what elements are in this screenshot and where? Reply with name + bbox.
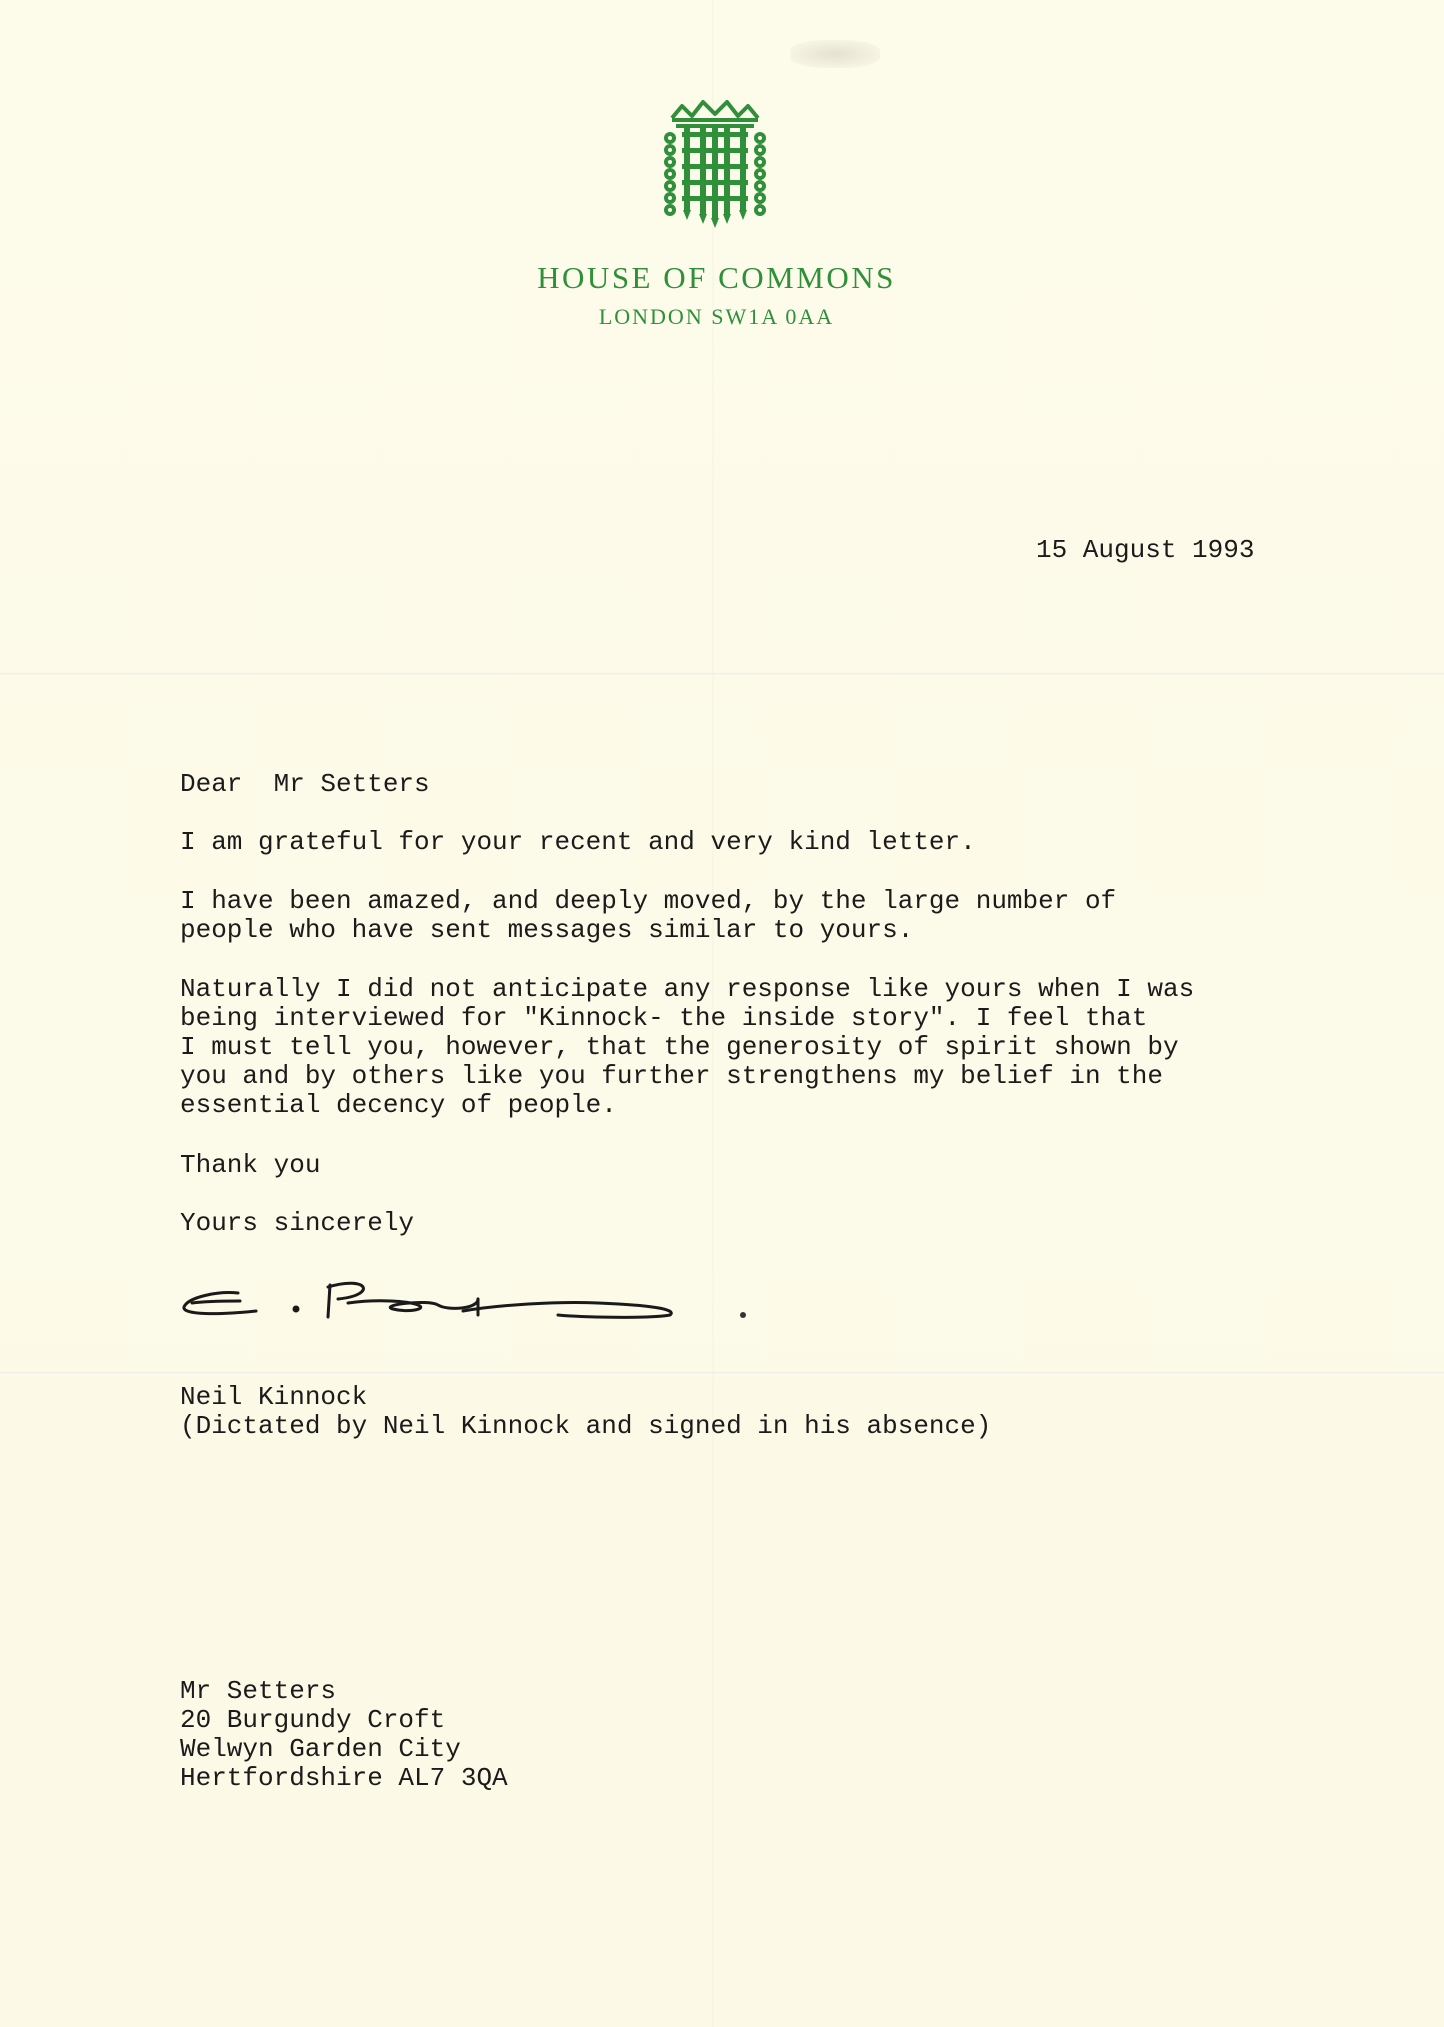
salutation: Dear Mr Setters [180, 769, 430, 799]
signatory-name: Neil Kinnock [180, 1382, 368, 1412]
recipient-line-4: Hertfordshire AL7 3QA [180, 1763, 508, 1793]
portcullis-crest-icon [660, 98, 770, 228]
letterhead-title: HOUSE OF COMMONS [537, 260, 896, 295]
paragraph-3-line-1: Naturally I did not anticipate any response like yours when I was [180, 974, 1195, 1004]
recipient-line-3: Welwyn Garden City [180, 1734, 461, 1764]
paragraph-2-line-1: I have been amazed, and deeply moved, by the large number of [180, 886, 1117, 916]
thank-you: Thank you [180, 1150, 321, 1180]
handwritten-signature [178, 1265, 698, 1327]
paragraph-3-line-3: I must tell you, however, that the generosity of spirit shown by [180, 1032, 1179, 1062]
letterhead-address: LONDON SW1A 0AA [598, 304, 835, 329]
recipient-line-1: Mr Setters [180, 1676, 337, 1706]
paragraph-3-line-5: essential decency of people. [180, 1090, 617, 1120]
letter-date: 15 August 1993 [1036, 535, 1255, 565]
fold-line-upper [0, 673, 1444, 676]
closing: Yours sincerely [180, 1208, 415, 1238]
paragraph-3-line-2: being interviewed for "Kinnock- the inside story". I feel that [180, 1003, 1148, 1033]
paper-smudge [790, 40, 880, 68]
paragraph-2-line-2: people who have sent messages similar to yours. [180, 915, 914, 945]
paragraph-1-line-1: I am grateful for your recent and very kind letter. [180, 827, 976, 857]
signatory-note: (Dictated by Neil Kinnock and signed in his absence) [180, 1411, 992, 1441]
ink-dot [740, 1312, 746, 1318]
fold-line-lower [0, 1372, 1444, 1375]
paragraph-3-line-4: you and by others like you further strengthens my belief in the [180, 1061, 1163, 1091]
recipient-line-2: 20 Burgundy Croft [180, 1705, 446, 1735]
